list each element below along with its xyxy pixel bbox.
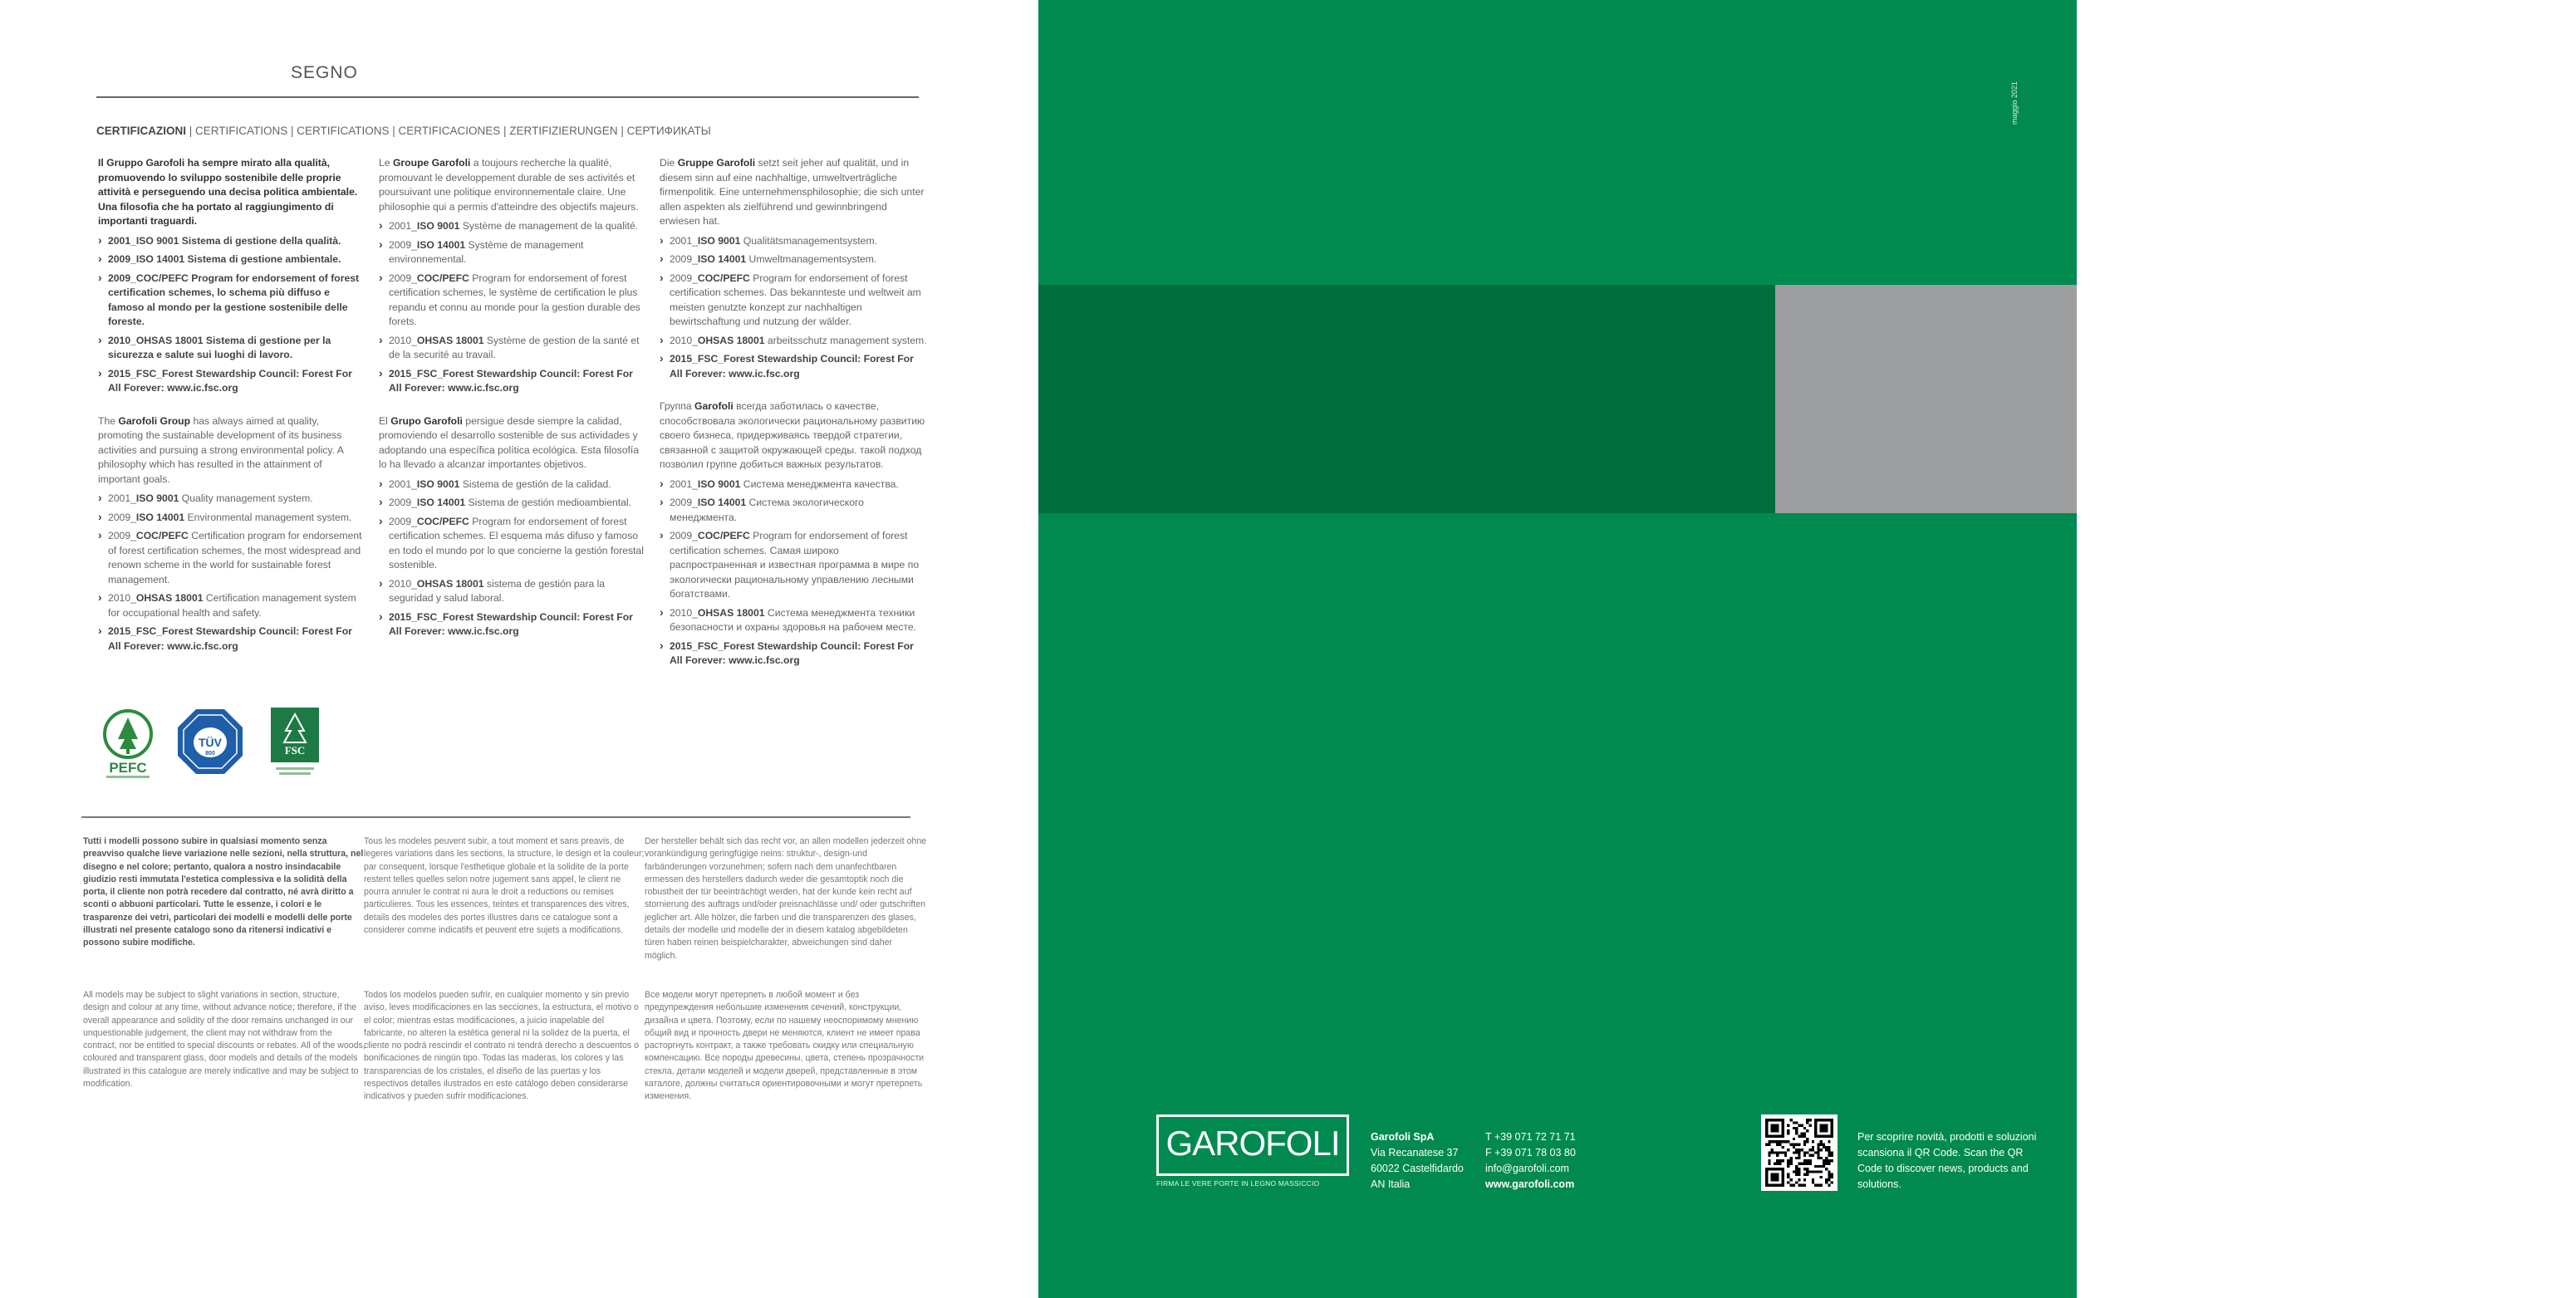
cert-list-item: [379, 219, 646, 234]
fax-number: F +39 071 78 03 80: [1485, 1147, 1576, 1158]
design-label: DESIGN: [2519, 433, 2573, 448]
cert-intro-text: Die: [660, 157, 678, 169]
vertical-date: maggio 2021: [2010, 81, 2019, 125]
cert-code: FSC_Forest Stewardship Council: Forest For All Forever: www.ic.fsc.org: [389, 610, 633, 637]
certifications-heading-translations: | CERTIFICATIONS | CERTIFICATIONS | CERTIFICACIONES | ZERTIFIZIERUNGEN | СЕРТИФИКАТЫ: [186, 125, 711, 137]
cert-list-item: [660, 606, 927, 635]
cert-code: COC/PEFC: [416, 515, 469, 527]
tuv-logo-number: 800: [205, 751, 215, 757]
cert-description: Program for endorsement of forest certification schemes. Das bekannteste und weltweit am meisten genutzte konzept zur nachhaltigen bewirtschaftung und nutzung der wälder.: [670, 272, 921, 327]
cert-description: Sistema di gestione per la sicurezza e salute sui luoghi di lavoro.: [108, 334, 331, 360]
cert-intro-paragraph: [98, 156, 364, 229]
cert-code: COC/PEFC: [416, 272, 469, 284]
design-label: DESIGN: [2519, 467, 2573, 481]
cert-code: ISO 14001: [135, 253, 185, 265]
cert-description: Système de management de la qualité.: [459, 220, 639, 232]
cert-code: FSC_Forest Stewardship Council: Forest For All Forever: www.ic.fsc.org: [108, 367, 352, 394]
cert-language-block: [98, 414, 364, 654]
cert-list-item: [660, 252, 927, 267]
cert-year: 2001_: [670, 478, 698, 490]
cert-list-item: [660, 234, 927, 249]
website-link[interactable]: www.garofoli.com: [1485, 1178, 1575, 1190]
cert-year: 2001_: [389, 478, 417, 490]
cert-year: 2009_: [389, 272, 417, 284]
cert-list-item: [98, 234, 364, 249]
cert-code: COC/PEFC: [135, 530, 189, 541]
garofoli-logo-text: GAROFOLI: [1165, 1124, 1340, 1163]
cert-intro-text: Gruppe Garofoli: [677, 157, 756, 169]
cert-year: 2009_: [108, 511, 136, 523]
cert-year: 2009_: [108, 530, 136, 541]
cert-year: 2015_: [108, 367, 136, 380]
cert-code: COC/PEFC: [697, 530, 750, 541]
right-page: [1038, 0, 2576, 1298]
pefc-logo-text: PEFC: [109, 760, 147, 776]
cert-list-item: [379, 577, 646, 606]
cert-list-item: [660, 334, 927, 349]
tuv-logo: [176, 708, 244, 776]
cert-list-item: [379, 610, 646, 639]
cert-year: 2010_: [389, 334, 417, 346]
cert-year: 2001_: [108, 234, 136, 247]
disclaimer-spanish: Todos los modelos pueden sufrir, en cualquier momento y sin previo aviso, leves modificaciones en las secciones, la estructura, el motivo o el color; mientras estas modificaciones, a juicio inapelable del fabricante, no alteren la estética general ni la solidez de la puerta, el cliente no podrá rescindir el contrato ni tendrá derecho a descuentos o bonificaciones de ningún tipo. Todas las maderas, los colores y las transparencias de los cristales, el diseño de las puertas y los respectivos detalles ilustrados en este catálogo deben considerarse indicativos y pueden sufrir modificaciones.: [364, 990, 639, 1102]
cert-list-item: [98, 511, 364, 526]
cert-year: 2009_: [670, 497, 698, 508]
cert-description: Certification management system for occupational health and safety.: [108, 592, 356, 619]
cert-intro-paragraph: [660, 399, 927, 473]
cert-description: Sistema di gestione ambientale.: [184, 253, 341, 265]
cert-description: Program for endorsement of forest certification schemes. El esquema más difuso y famoso en todo el mundo por lo que concierne la gestión forestal sostenible.: [389, 515, 644, 571]
cert-year: 2010_: [670, 606, 698, 619]
cert-list-item: [379, 238, 646, 267]
cert-list-item: [379, 478, 646, 492]
disclaimer-russian: Все модели могут претерпеть в любой момент и без предупреждения небольшие изменения сечений, конструкции, дизайна и цвета. Поэтому, если по нашему неоспоримому мнению общий вид и прочность двери не меняются, клиент не имеет права расторгнуть контракт, а также требовать скидку или специальную компенсацию. Все породы древесины, цвета, степень прозрачности стекла, детали моделей и модели дверей, представленные в этом каталоге, должны считаться ориентировочными и могут претерпеть изменения.: [645, 990, 925, 1102]
design-label: DESIGN: [2519, 400, 2573, 414]
cert-intro-text: Garofoli: [694, 400, 734, 412]
cert-language-block: [98, 156, 364, 396]
cert-intro-text: a toujours recherche la qualité, promouvant le developpement durable de ses activités et poursuivant une politique environnementale claire. Une philosophie qui a permis d'atteindre des objectifs majeurs.: [379, 157, 639, 213]
left-page: [0, 0, 1038, 1298]
cert-intro-paragraph: [660, 156, 927, 229]
cert-code: ISO 9001: [697, 478, 741, 490]
cert-intro-text: всегда заботилась о качестве, способствовала экологически рациональному развитию своего бизнеса, придерживаясь твердой стратегии, связанной с защитой окружающей среды. такой подход позволил группе добиться важных результатов.: [660, 400, 925, 470]
company-address: [1371, 1129, 1464, 1193]
cert-code: ISO 14001: [135, 511, 185, 523]
cert-list-item: [98, 252, 364, 267]
cert-list-item: [98, 529, 364, 587]
design-label: ДИЗАЙН: [2519, 483, 2576, 497]
company-contacts: [1485, 1129, 1576, 1193]
cert-description: sistema de gestión para la seguridad y salud laboral.: [389, 577, 606, 604]
cert-description: Система менеджмента качества.: [740, 478, 899, 490]
cert-intro-paragraph: [379, 414, 646, 473]
pefc-logo: [96, 706, 159, 782]
tuv-logo-text: TÜV: [199, 736, 222, 749]
cert-code: OHSAS 18001: [416, 334, 484, 346]
cert-year: 2009_: [108, 272, 136, 284]
cert-code: ISO 9001: [416, 478, 460, 490]
cert-code: ISO 14001: [697, 253, 747, 265]
dark-green-band: [1038, 285, 2576, 513]
cert-list-item: [660, 529, 927, 602]
cert-column-3: [660, 156, 927, 687]
certifications-heading-main: CERTIFICAZIONI: [96, 125, 186, 137]
cert-code: FSC_Forest Stewardship Council: Forest For All Forever: www.ic.fsc.org: [108, 625, 352, 652]
cert-intro-text: The: [98, 414, 119, 427]
cert-intro-text: Группа: [660, 400, 695, 412]
cert-language-block: [379, 156, 646, 396]
cert-code: FSC_Forest Stewardship Council: Forest For All Forever: www.ic.fsc.org: [389, 367, 633, 394]
address-street: Via Recanatese 37: [1371, 1147, 1459, 1158]
cert-description: Program for endorsement of forest certification schemes, le système de certification le plus repandu et connu au monde pour la gestion durable des forets.: [389, 272, 640, 327]
cert-intro-text: Groupe Garofoli: [392, 157, 471, 169]
cert-description: Système de management environnemental.: [389, 238, 584, 265]
cert-code: ISO 14001: [416, 238, 466, 251]
cert-year: 2015_: [389, 610, 417, 623]
cert-code: ISO 9001: [416, 220, 460, 232]
cert-code: OHSAS 18001: [416, 577, 484, 590]
cert-list-item: [660, 272, 927, 330]
cert-description: Sistema de gestión de la calidad.: [459, 478, 611, 490]
cert-list-item: [379, 515, 646, 573]
cert-language-block: [660, 399, 927, 669]
design-label: DESIGN: [2519, 417, 2573, 431]
cert-column-1: [98, 156, 364, 672]
address-region: AN Italia: [1371, 1178, 1411, 1190]
qr-code[interactable]: [1761, 1114, 1838, 1191]
disclaimer-italian: Tutti i modelli possono subire in qualsiasi momento senza preavviso qualche lieve variazione nelle sezioni, nella struttura, nel disegno e nel colore; pertanto, qualora a nostro insindacabile giudizio resti immutata l'estetica complessiva e la solidità della porta, il cliente non potrà recedere dal contratto, né avrà diritto a sconti o abbuoni particolari. Tutte le essenze, i colori e le trasparenze dei vetri, particolari dei modelli e modelli delle porte illustrati nel presente catalogo sono da ritenersi indicativi e possono subire modifiche.: [83, 836, 364, 948]
cert-year: 2001_: [389, 220, 417, 232]
cert-description: Program for endorsement of forest certification schemes, lo schema più diffuso e famoso al mondo per la gestione sostenibile delle foreste.: [108, 272, 360, 327]
cert-description: Système de gestion de la santé et de la securité au travail.: [389, 334, 640, 360]
cert-year: 2009_: [670, 272, 698, 284]
cert-description: Environmental management system.: [184, 511, 352, 523]
cert-code: OHSAS 18001: [697, 606, 765, 619]
cert-year: 2009_: [108, 253, 136, 265]
cert-language-block: [660, 156, 927, 381]
section-title: SEGNO: [291, 63, 358, 82]
cert-year: 2010_: [108, 592, 136, 604]
cert-description: Sistema di gestione della qualità.: [179, 234, 341, 247]
cert-intro-text: persigue desde siempre la calidad, promoviendo el desarrollo sostenible de sus actividades y adoptando una específica política ecológica. Esta filosofía lo ha llevado a alcanzar importantes objetivos.: [379, 414, 640, 470]
cert-year: 2009_: [670, 530, 698, 541]
design-label-list: [2519, 399, 2576, 499]
cert-code: OHSAS 18001: [135, 592, 204, 604]
gray-design-panel: [1775, 285, 2576, 513]
cert-description: arbeitsschutz management system.: [764, 334, 927, 346]
qr-code-icon: [1765, 1119, 1833, 1187]
cert-list-item: [98, 625, 364, 654]
top-divider: [96, 96, 919, 98]
cert-code: OHSAS 18001: [135, 334, 204, 346]
qr-instructions: Per scoprire novità, prodotti e soluzioni scansiona il QR Code. Scan the QR Code to discover news, products and solutions.: [1857, 1131, 2037, 1190]
cert-list-item: [379, 367, 646, 396]
cert-column-2: [379, 156, 646, 658]
cert-intro-paragraph: [98, 414, 364, 487]
cert-description: Sistema de gestión medioambiental.: [465, 497, 632, 508]
cert-code: OHSAS 18001: [697, 334, 765, 346]
brand-tagline: FIRMA LE VERE PORTE IN LEGNO MASSICCIO: [1156, 1179, 1320, 1188]
cert-code: ISO 9001: [135, 234, 179, 247]
address-city: 60022 Castelfidardo: [1371, 1163, 1464, 1174]
cert-intro-text: Le: [379, 157, 393, 169]
cert-intro-text: Garofoli Group: [118, 414, 191, 427]
cert-code: ISO 9001: [697, 234, 741, 247]
mid-divider: [81, 816, 910, 818]
email-link[interactable]: info@garofoli.com: [1485, 1163, 1569, 1174]
cert-description: Система менеджмента техники безопасности и охраны здоровья на рабочем месте.: [670, 606, 917, 633]
cert-code: FSC_Forest Stewardship Council: Forest For All Forever: www.ic.fsc.org: [670, 353, 914, 380]
cert-list-item: [98, 492, 364, 507]
certifications-heading: [96, 125, 711, 137]
cert-list-item: [98, 591, 364, 620]
cert-year: 2015_: [670, 639, 698, 652]
garofoli-logo: [1156, 1114, 1349, 1176]
cert-description: Qualitätsmanagementsystem.: [740, 234, 877, 247]
cert-year: 2010_: [389, 577, 417, 590]
cert-code: ISO 14001: [416, 497, 466, 508]
cert-year: 2009_: [389, 497, 417, 508]
cert-list-item: [379, 272, 646, 330]
cert-code: FSC_Forest Stewardship Council: Forest For All Forever: www.ic.fsc.org: [670, 639, 914, 666]
cert-list-item: [660, 478, 927, 492]
company-name: Garofoli SpA: [1371, 1131, 1435, 1143]
cert-list-item: [98, 334, 364, 363]
cert-description: Certification program for endorsement of forest certification schemes, the most widespread and renown scheme in the world for sustainable forest management.: [108, 530, 362, 585]
cert-year: 2009_: [670, 253, 698, 265]
cert-year: 2010_: [108, 334, 136, 346]
cert-list-item: [379, 334, 646, 363]
cert-list-item: [660, 352, 927, 381]
cert-description: Система экологического менеджмента.: [670, 497, 864, 523]
cert-year: 2009_: [389, 515, 417, 527]
cert-year: 2015_: [108, 625, 136, 637]
phone-number: T +39 071 72 71 71: [1485, 1131, 1576, 1143]
cert-year: 2001_: [670, 234, 698, 247]
cert-code: ISO 9001: [135, 492, 179, 504]
cert-description: Quality management system.: [179, 492, 313, 504]
cert-description: Program for endorsement of forest certification schemes. Самая широко распространенная и известная программа в мире по экологически рациональному управлению лесными богатствами.: [670, 530, 920, 600]
cert-description: Umweltmanagementsystem.: [746, 253, 877, 265]
cert-list-item: [660, 496, 927, 525]
cert-intro-text: Il Gruppo Garofoli ha sempre mirato alla qualità, promuovendo lo sviluppo sostenibile delle proprie attività e perseguendo una decisa politica ambientale. Una filosofia che ha portato al raggiungimento di importanti traguardi.: [98, 157, 358, 227]
cert-code: ISO 14001: [697, 497, 747, 508]
cert-code: COC/PEFC: [135, 272, 189, 284]
disclaimer-german: Der hersteller behält sich das recht vor, an allen modellen jederzeit ohne vorankündigung geringfügige neins: struktur-, design-und farbänderungen vorzunehmen; sofern nach dem unanfechtbaren ermessen des herstellers dadurch weder die gesamtoptik noch die robustheit der tür beeinträchtigt werden, hat der kunde kein recht auf stornierung des auftrags und/oder preisnachlässe und/ oder gutschriften jeglicher art. Alle hölzer, die farben und die transparenzen des glases, details der modelle und modelle der in diesem katalog abgebildeten türen haben reinen beispielcharakter, abweichungen sind daher möglich.: [645, 836, 927, 961]
cert-code: COC/PEFC: [697, 272, 750, 284]
cert-year: 2010_: [670, 334, 698, 346]
cert-list-item: [98, 272, 364, 330]
cert-year: 2015_: [389, 367, 417, 380]
certification-logos: [96, 706, 329, 789]
cert-intro-paragraph: [379, 156, 646, 214]
cert-intro-text: Grupo Garofoli: [390, 414, 463, 427]
cert-list-item: [98, 367, 364, 396]
disclaimer-french: Tous les modeles peuvent subir, a tout moment et sans preavis, de legeres variations dans les sections, la structure, le design et la couleur; par consequent, lorsque l'esthetique globale et la solidite de la porte restent telles quelles selon notre jugement sans appel, le client ne pourra annuler le contrat ni aura le droit a reductions ou remises particulieres. Tous les essences, teintes et transparences des vitres, details des modeles des portes illustres dans ce catalogue sont a considerer comme indicatifs et peuvent etre sujets a modifications.: [364, 836, 645, 936]
fsc-logo-text: FSC: [284, 744, 306, 757]
cert-intro-text: has always aimed at quality, promoting the sustainable development of its business activities and pursuing a strong environmental policy. A philosophy which has resulted in the attainment of important goals.: [98, 414, 344, 485]
cert-intro-text: setzt seit jeher auf qualität, und in diesem sinn auf eine nachhaltige, umweltverträgliche firmenpolitik. Eine unternehmensphilosophie; die sich unter allen aspekten als zielführend und gewinnbringend erwiesen hat.: [660, 157, 925, 227]
cert-language-block: [379, 414, 646, 639]
cert-list-item: [379, 496, 646, 511]
cert-intro-text: El: [379, 414, 391, 427]
cert-year: 2009_: [389, 238, 417, 251]
disclaimer-english: All models may be subject to slight variations in section, structure, design and colour at any time, without advance notice; therefore, if the overall appearance and solidity of the door remains unchanged in our unquestionable judgement, the client may not withdraw from the contract, nor be entitled to special discounts or rebates. All of the woods, coloured and transparent glass, door models and details of the models illustrated in this catalogue are merely indicative and may be subject to modification.: [83, 990, 366, 1090]
design-label: DISEÑO: [2519, 450, 2573, 464]
cert-list-item: [660, 639, 927, 669]
cert-year: 2015_: [670, 353, 698, 365]
fsc-logo: [269, 706, 321, 782]
cert-year: 2001_: [108, 492, 136, 504]
